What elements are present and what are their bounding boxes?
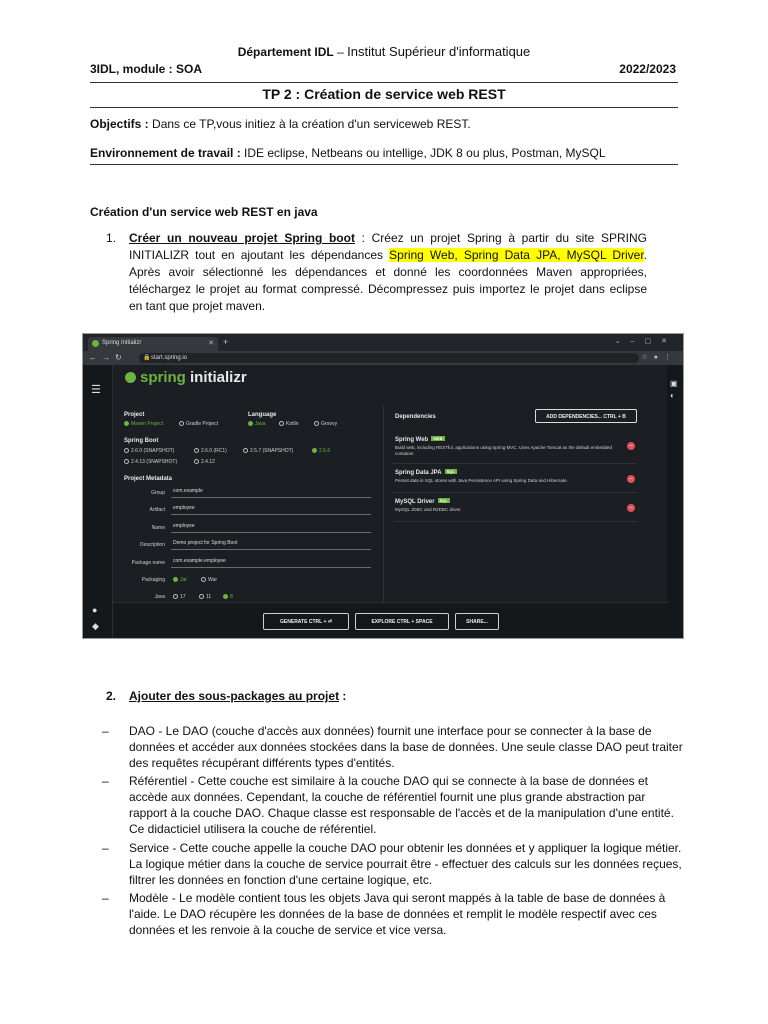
- dependency-tag: SQL: [439, 498, 448, 503]
- dependency-item: [393, 469, 637, 493]
- packaging-option-war[interactable]: [201, 577, 217, 583]
- step-text-b: . Après avoir sélectionné les dépendances et donné les coordonnées Maven appropriées, téléchargez le projet au format compressé. Décompressez puis importez le projet dans eclipse en tant que projet maven.: [129, 248, 648, 313]
- action-footer: [113, 602, 669, 639]
- option-label: 11: [206, 594, 212, 600]
- field-label: Package name: [131, 560, 165, 566]
- dependency-title: MySQL Driver: [395, 499, 435, 505]
- project-option-gradle[interactable]: [179, 421, 218, 427]
- objectives-text: Dans ce TP,vous initiez à la création d'un serviceweb REST.: [148, 117, 471, 131]
- menu-icon[interactable]: ☰: [91, 384, 101, 396]
- field-label: Group: [151, 490, 165, 496]
- bullet-text: DAO - Le DAO (couche d'accès aux données) fournit une interface pour se connecter à la base de données et accéder aux données stockées dans la base de données. Une seule classe DAO peut traiter des requêtes récupérant différents types d'entités.: [129, 724, 683, 770]
- brand-initializr: initializr: [185, 369, 247, 386]
- explore-button[interactable]: EXPLORE CTRL + SPACE: [355, 613, 449, 630]
- dependency-name: [395, 498, 450, 505]
- artifact-input[interactable]: employee: [171, 505, 371, 515]
- option-label: Maven Project: [131, 421, 163, 427]
- academic-year: 2022/2023: [619, 62, 676, 76]
- dependency-name: [395, 436, 445, 443]
- option-label: 2.6.0 (SNAPSHOT): [131, 448, 175, 454]
- class-module: 3IDL, module : SOA: [90, 62, 203, 76]
- step-suffix: :: [339, 689, 347, 703]
- environment-text: IDE eclipse, Netbeans ou intellige, JDK 8 ou plus, Postman, MySQL: [240, 146, 606, 160]
- institute-name: Institut Supérieur d'informatique: [347, 44, 531, 59]
- step-heading: Ajouter des sous-packages au projet: [129, 689, 340, 703]
- dependency-title: Spring Web: [395, 437, 429, 443]
- radio-icon: [194, 459, 199, 464]
- initializr-app: [83, 365, 683, 639]
- remove-dependency-icon[interactable]: –: [627, 475, 635, 483]
- packaging-option-jar[interactable]: [173, 577, 187, 583]
- step-text-a: : Créez un projet Spring à partir du site SPRING INITIALIZR tout en ajoutant les dépendances: [129, 231, 647, 262]
- remove-dependency-icon[interactable]: –: [627, 442, 635, 450]
- language-option-java[interactable]: [248, 421, 266, 427]
- bullet-dash: –: [102, 724, 109, 738]
- divider: [90, 164, 678, 165]
- step-number: 1.: [106, 231, 117, 245]
- close-tab-icon[interactable]: ✕: [208, 340, 214, 347]
- radio-icon: [223, 594, 228, 599]
- java-option-selected[interactable]: [223, 594, 233, 600]
- twitter-icon[interactable]: ◆: [92, 621, 99, 631]
- browser-actions-icon[interactable]: ☆●⋮: [641, 354, 677, 361]
- radio-icon: [179, 421, 184, 426]
- radio-icon: [124, 448, 129, 453]
- dependency-tag: WEB: [433, 436, 443, 441]
- environment-line: [90, 146, 606, 160]
- radio-icon: [194, 448, 199, 453]
- objectives-line: [90, 117, 471, 131]
- radio-icon: [312, 448, 317, 453]
- package-name-input[interactable]: com.example.employee: [171, 558, 371, 568]
- dependency-name: [395, 469, 457, 476]
- language-option-groovy[interactable]: [314, 421, 337, 427]
- github-icon[interactable]: ●: [92, 605, 98, 615]
- dependency-description: Persist data in SQL stores with Java Persistence API using Spring Data and Hibernate.: [395, 478, 568, 483]
- browser-tab[interactable]: [88, 337, 218, 351]
- objectives-label: Objectifs :: [90, 117, 149, 131]
- dependency-title: Spring Data JPA: [395, 470, 442, 476]
- tab-title: Spring Initializr: [102, 340, 142, 346]
- browser-tabbar: [83, 334, 683, 351]
- java-option[interactable]: [173, 594, 186, 600]
- initializr-logo: [125, 369, 247, 386]
- department-header: [0, 44, 768, 59]
- spring-initializr-screenshot: [82, 333, 684, 639]
- divider: [90, 82, 678, 83]
- step-heading: Créer un nouveau projet Spring boot: [129, 231, 355, 245]
- option-label: 2.4.13 (SNAPSHOT): [131, 459, 178, 465]
- boot-option-selected[interactable]: [312, 448, 330, 454]
- option-label: Jar: [180, 577, 187, 583]
- radio-icon: [173, 577, 178, 582]
- url-field[interactable]: [139, 353, 639, 363]
- step-text: [129, 689, 346, 703]
- option-label: 8: [230, 594, 233, 600]
- java-label: Java: [154, 594, 165, 600]
- radio-icon: [124, 459, 129, 464]
- nav-buttons-icon[interactable]: ←→↻: [89, 353, 127, 362]
- language-option-kotlin[interactable]: [279, 421, 299, 427]
- radio-icon: [248, 421, 253, 426]
- metadata-label: Project Metadata: [124, 476, 173, 482]
- dependency-item: [393, 436, 637, 464]
- project-option-maven[interactable]: [124, 421, 163, 427]
- option-label: Groovy: [321, 421, 338, 427]
- share-button[interactable]: SHARE...: [455, 613, 499, 630]
- java-option[interactable]: [199, 594, 211, 600]
- spring-boot-label: Spring Boot: [124, 438, 159, 444]
- new-tab-icon[interactable]: +: [223, 337, 229, 347]
- field-label: Name: [151, 525, 165, 531]
- column-divider: [383, 405, 384, 605]
- description-input[interactable]: Demo project for Spring Boot: [171, 540, 371, 550]
- field-label: Description: [139, 542, 165, 548]
- project-label: Project: [124, 412, 145, 418]
- theme-icon[interactable]: ▣: [670, 379, 678, 388]
- field-label: Artifact: [149, 507, 165, 513]
- radio-icon: [124, 421, 129, 426]
- right-sidebar: [667, 365, 683, 639]
- spring-leaf-icon: [125, 372, 136, 383]
- dependency-item: [393, 498, 637, 522]
- dependency-tag: SQL: [446, 469, 455, 474]
- dependency-description: Build web, including RESTful, applications using Spring MVC. Uses Apache Tomcat as the default embedded container.: [395, 445, 613, 456]
- bullet-text: Référentiel - Cette couche est similaire à la couche DAO qui se connecte à la base de données et accède aux données. Cependant, la couche de référentiel fournit une plus grande abstraction par rapport à la couche DAO. Chaque classe est responsable de l'accès et de la manipulation d'une entité. Ce didacticiel utilisera la couche de référentiel.: [129, 774, 674, 836]
- option-label: 2.5.6: [319, 448, 331, 454]
- boot-option[interactable]: [124, 459, 177, 465]
- radio-icon: [314, 421, 319, 426]
- department-name: Département IDL: [237, 45, 334, 59]
- boot-option[interactable]: [194, 448, 227, 454]
- boot-option[interactable]: [124, 448, 174, 454]
- remove-dependency-icon[interactable]: –: [627, 504, 635, 512]
- name-input[interactable]: employee: [171, 523, 371, 533]
- radio-icon: [201, 577, 206, 582]
- option-label: 17: [180, 594, 186, 600]
- bullet-text: Modèle - Le modèle contient tous les objets Java qui seront mappés à la table de base de données à l'aide. Le DAO récupère les données de la base de données et remplit le modèle respectif avec ces données et les renvoie à la couche de service et vice versa.: [129, 891, 666, 937]
- window-controls-icon[interactable]: ⌄–▢✕: [614, 338, 677, 345]
- spring-favicon-icon: [92, 340, 99, 347]
- option-label: 2.6.0 (RC1): [201, 448, 227, 454]
- option-label: Java: [255, 421, 266, 427]
- address-bar: [83, 351, 683, 365]
- environment-label: Environnement de travail :: [90, 146, 241, 160]
- radio-icon: [173, 594, 178, 599]
- option-label: Kotlin: [286, 421, 299, 427]
- group-input[interactable]: com.example: [171, 488, 371, 498]
- dependencies-label: Dependencies: [395, 414, 436, 420]
- boot-option[interactable]: [194, 459, 215, 465]
- radio-icon: [279, 421, 284, 426]
- language-label: Language: [248, 412, 277, 418]
- step-text: [129, 230, 647, 315]
- option-label: Gradle Project: [186, 421, 218, 427]
- highlighted-dependencies: Spring Web, Spring Data JPA, MySQL Driver: [389, 248, 644, 262]
- lock-icon: 🔒: [143, 355, 151, 361]
- option-label: 2.5.7 (SNAPSHOT): [250, 448, 294, 454]
- section-title: Création d'un service web REST en java: [90, 205, 318, 219]
- divider: [90, 107, 678, 108]
- add-dependencies-button[interactable]: ADD DEPENDENCIES... CTRL + B: [535, 409, 637, 423]
- step-number: 2.: [106, 689, 117, 703]
- radio-icon: [243, 448, 248, 453]
- dependency-description: MySQL JDBC and R2DBC driver.: [395, 507, 462, 512]
- brand-spring: spring: [140, 369, 186, 386]
- packaging-label: Packaging: [141, 577, 165, 583]
- radio-icon: [199, 594, 204, 599]
- url-text: start.spring.io: [151, 355, 188, 361]
- bullet-text: Service - Cette couche appelle la couche DAO pour obtenir les données et y appliquer la logique métier. La logique métier dans la couche de service pourrait être - effectuer des calculs sur les données reçues, filtrer les données en fonction d'une certaine logique, etc.: [129, 841, 682, 887]
- bullet-dash: –: [102, 841, 109, 855]
- bullet-dash: –: [102, 774, 109, 788]
- boot-option[interactable]: [243, 448, 293, 454]
- dark-mode-icon[interactable]: ◐: [670, 391, 675, 400]
- option-label: War: [208, 577, 217, 583]
- generate-button[interactable]: GENERATE CTRL + ⏎: [263, 613, 349, 630]
- header-separator: –: [337, 45, 344, 59]
- page-title: TP 2 : Création de service web REST: [262, 86, 506, 102]
- bullet-dash: –: [102, 891, 109, 905]
- option-label: 2.4.12: [201, 459, 215, 465]
